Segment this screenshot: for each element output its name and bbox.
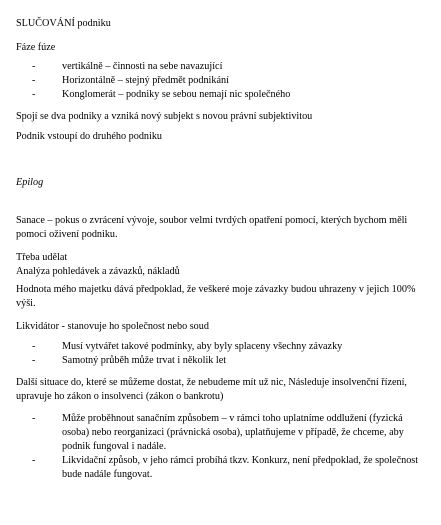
list-item-text: Samotný průběh může trvat i několik let xyxy=(62,355,227,366)
likvidator-list xyxy=(32,340,342,368)
list-item-text: Horizontálně – stejný předmět podnikání xyxy=(62,75,229,86)
list-item xyxy=(32,74,290,88)
list-item xyxy=(32,88,290,102)
paragraph: Spojí se dva podniky a vzniká nový subjekt s novou právní subjektivitou xyxy=(16,111,313,122)
paragraph: Třeba udělat xyxy=(16,252,68,263)
list-item xyxy=(32,412,430,454)
list-item xyxy=(32,60,290,74)
dash-bullet: - xyxy=(32,61,36,72)
list-item xyxy=(32,454,430,482)
dash-bullet: - xyxy=(32,455,36,466)
faze-heading: Fáze fúze xyxy=(16,42,56,53)
dash-bullet: - xyxy=(32,355,36,366)
paragraph: Analýza pohledávek a závazků, nákladů xyxy=(16,266,180,277)
dash-bullet: - xyxy=(32,75,36,86)
dash-bullet: - xyxy=(32,341,36,352)
list-item-text: Může proběhnout sanačním způsobem – v rámci toho uplatníme oddlužení (fyzická osoba) nebo reorganizaci (právnická osoba), uplatňujeme v případě, že chceme, aby podnik fungoval i nadále. xyxy=(62,413,404,452)
list-item xyxy=(32,354,342,368)
dash-bullet: - xyxy=(32,413,36,424)
paragraph: Podnik vstoupí do druhého podniku xyxy=(16,131,163,142)
paragraph: Další situace do, které se můžeme dostat, že nebudeme mít už nic, Následuje insolvenční řízení, upravuje ho zákon o insolvenci (zákon o bankrotu) xyxy=(16,377,407,402)
paragraph: Sanace – pokus o zvrácení vývoje, soubor velmi tvrdých opatření pomocí, kterých bychom měli pomoci oživení podniku. xyxy=(16,215,408,240)
paragraph: Hodnota mého majetku dává předpoklad, že veškeré moje závazky budou uhrazeny v jejich 100% výši. xyxy=(16,284,416,309)
list-item-text: Musí vytvářet takové podmínky, aby byly splaceny všechny závazky xyxy=(62,341,343,352)
likvidator-paragraph: Likvidátor - stanovuje ho společnost nebo soud xyxy=(16,321,209,332)
list-item xyxy=(32,340,342,354)
list-item-text: Likvidační způsob, v jeho rámci probíhá tkzv. Konkurz, není předpoklad, že společnost bude nadále fungovat. xyxy=(62,455,419,480)
list-item-text: Konglomerát – podniky se sebou nemají nic společného xyxy=(62,89,291,100)
faze-list xyxy=(32,60,290,102)
list-item-text: vertikálně – činnosti na sebe navazující xyxy=(62,61,223,72)
dash-bullet: - xyxy=(32,89,36,100)
document-title: SLUČOVÁNÍ podniku xyxy=(16,18,111,29)
epilog-heading: Epilog xyxy=(16,177,44,188)
dalsi-list xyxy=(32,412,430,482)
